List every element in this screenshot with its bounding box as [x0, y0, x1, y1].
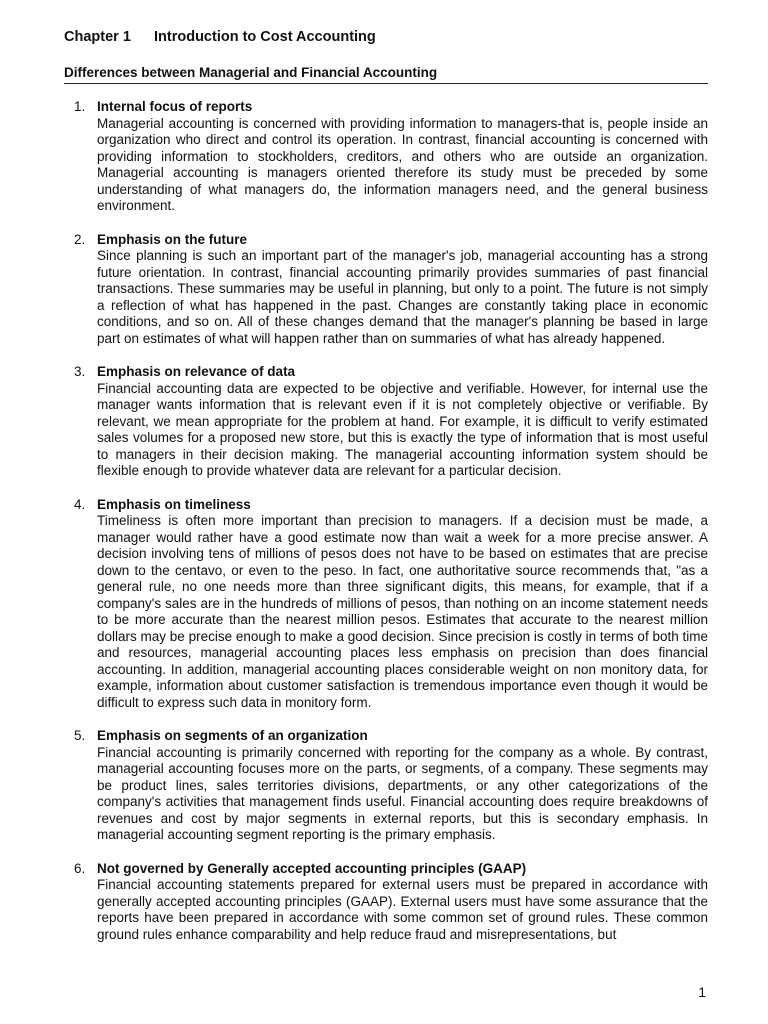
item-body: Managerial accounting is concerned with providing information to managers-that is, people inside an organization who direct and control its operation. In contrast, financial accounting is concerned with providing information to stockholders, creditors, and others who are outside an organization. Managerial accounting is managers oriented therefore its study must be preceded by some understanding of what managers do, the information managers need, and the general business environment.	[97, 115, 708, 213]
differences-list	[64, 99, 708, 960]
list-item	[64, 232, 708, 348]
list-item	[64, 861, 708, 944]
item-title: Not governed by Generally accepted accounting principles (GAAP)	[97, 860, 527, 876]
item-title: Emphasis on segments of an organization	[97, 728, 368, 743]
item-title: Emphasis on timeliness	[97, 496, 251, 512]
item-number: 2.	[74, 231, 86, 247]
chapter-label: Chapter 1	[64, 29, 131, 45]
item-number: 4.	[74, 496, 86, 512]
item-title: Emphasis on the future	[97, 231, 248, 247]
item-body: Since planning is such an important part of the manager's job, managerial accounting has a strong future orientation. In contrast, financial accounting primarily provides summaries of past financial transactions. These summaries may be useful in planning, but only to a point. The future is not simply a reflection of what has happened in the past. Changes are constantly taking place in economic conditions, and so on. All of these changes demand that the manager's planning be based in large part on estimates of what will happen rather than on summaries of what has already happened.	[97, 248, 708, 346]
item-title: Internal focus of reports	[97, 99, 253, 114]
item-number: 3.	[74, 364, 86, 379]
item-body: Timeliness is often more important than precision to managers. If a decision must be made, a manager would rather have a good estimate now than wait a week for a more precise answer. A decision involving tens of millions of pesos does not have to be based on estimates that are precise down to the centavo, or even to the peso. In fact, one authoritative source recommends that, "as a general rule, no one needs more than three significant digits, this means, for example, that if a company's sales are in the hundreds of millions of pesos, than nothing on an income statement needs to be more accurate than the nearest million pesos. Estimates that accurate to the nearest million dollars may be precise enough to make a good decision. Since precision is costly in terms of both time and resources, managerial accounting places less emphasis on precision than does financial accounting. In addition, managerial accounting places considerable weight on non monitory data, for example, information about customer satisfaction is tremendous importance even though it would be difficult to express such data in monitory form.	[97, 513, 708, 710]
item-number: 6.	[74, 860, 86, 876]
item-number: 1.	[74, 99, 86, 114]
page-number: 1	[698, 984, 706, 1000]
chapter-heading	[64, 29, 376, 45]
item-body: Financial accounting data are expected to be objective and verifiable. However, for internal use the manager wants information that is relevant even if it is not completely objective or verifiable. By relevant, we mean appropriate for the problem at hand. For example, it is difficult to verify estimated sales volumes for a proposed new store, but this is exactly the type of information that is most useful to managers in their decision making. The managerial accounting information system should be flexible enough to provide whatever data are relevant for a particular decision.	[97, 380, 708, 478]
list-item	[64, 497, 708, 712]
item-title: Emphasis on relevance of data	[97, 364, 296, 379]
horizontal-rule	[64, 83, 708, 84]
item-body: Financial accounting is primarily concerned with reporting for the company as a whole. By contrast, managerial accounting focuses more on the parts, or segments, of a company. These segments may be product lines, sales territories divisions, departments, or any other categorizations of the company's activities that management finds useful. Financial accounting does require breakdowns of revenues and cost by major segments in external reports, but this is secondary emphasis. In managerial accounting segment reporting is the primary emphasis.	[97, 744, 708, 842]
list-item	[64, 364, 708, 480]
chapter-title: Introduction to Cost Accounting	[154, 29, 376, 45]
item-body: Financial accounting statements prepared for external users must be prepared in accordance with generally accepted accounting principles (GAAP). External users must have some assurance that the reports have been prepared in accordance with some common set of ground rules. These common ground rules enhance comparability and help reduce fraud and misrepresentations, but	[97, 877, 708, 942]
list-item	[64, 99, 708, 215]
list-item	[64, 728, 708, 844]
item-number: 5.	[74, 728, 86, 743]
section-title: Differences between Managerial and Financial Accounting	[64, 65, 438, 80]
